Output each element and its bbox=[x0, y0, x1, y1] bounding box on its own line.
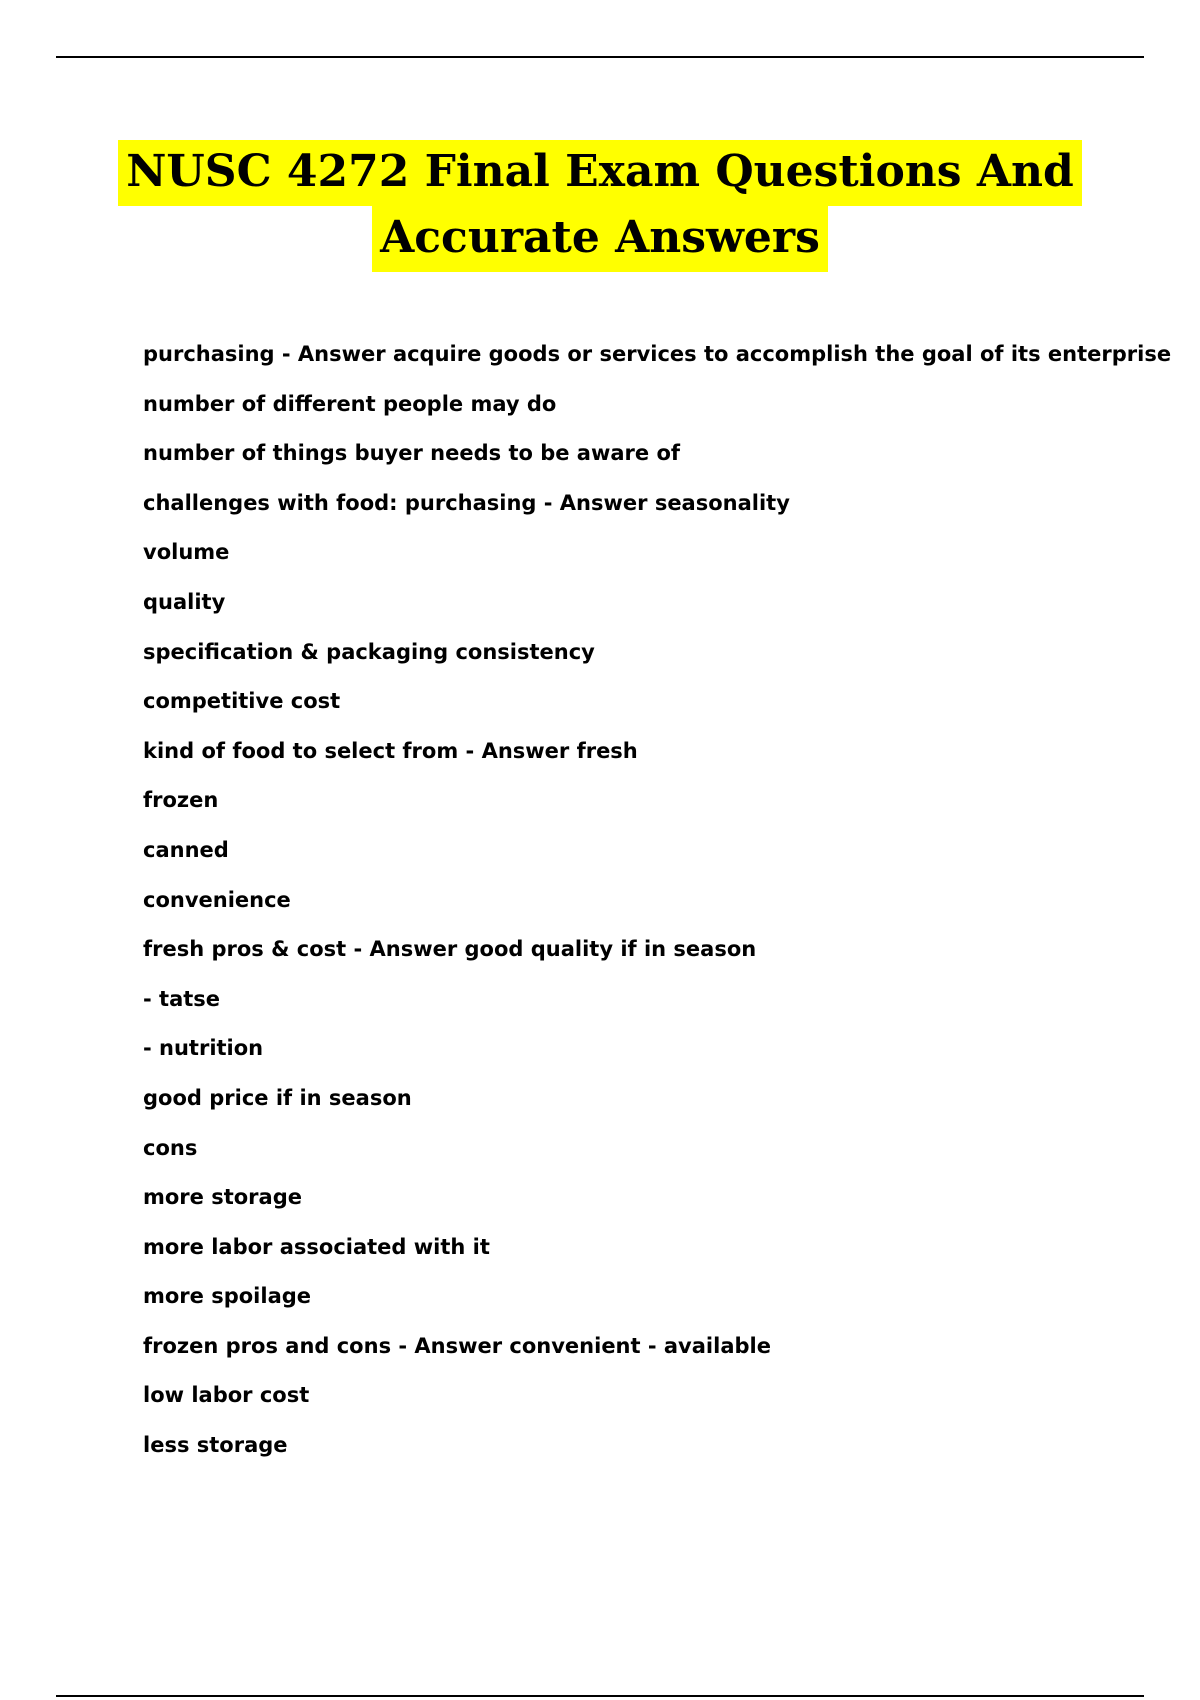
text-line: more labor associated with it bbox=[143, 1234, 490, 1259]
title-line-1: NUSC 4272 Final Exam Questions And bbox=[118, 140, 1082, 206]
text-line: fresh pros & cost - Answer good quality if in season bbox=[143, 937, 757, 962]
text-line: challenges with food: purchasing - Answer seasonality bbox=[143, 490, 790, 515]
text-line: volume bbox=[143, 540, 230, 565]
text-line: purchasing - Answer acquire goods or services to accomplish the goal of its enterprise bbox=[143, 342, 1172, 366]
text-line: - nutrition bbox=[143, 1036, 264, 1061]
text-line: specification & packaging consistency bbox=[143, 639, 595, 664]
bottom-rule bbox=[56, 1695, 1144, 1697]
text-line: cons bbox=[143, 1135, 198, 1160]
text-line: kind of food to select from - Answer fresh bbox=[143, 738, 638, 763]
text-line: good price if in season bbox=[143, 1085, 412, 1110]
text-line: convenience bbox=[143, 887, 291, 912]
text-line: number of things buyer needs to be aware of bbox=[143, 441, 681, 466]
text-line: less storage bbox=[143, 1433, 288, 1458]
text-line: frozen pros and cons - Answer convenient - available bbox=[143, 1333, 771, 1358]
text-line: - tatse bbox=[143, 986, 221, 1011]
text-line: canned bbox=[143, 837, 229, 862]
text-line: number of different people may do bbox=[143, 391, 557, 416]
text-line: frozen bbox=[143, 788, 219, 813]
text-line: more storage bbox=[143, 1185, 302, 1210]
text-line: low labor cost bbox=[143, 1383, 310, 1408]
text-line: more spoilage bbox=[143, 1284, 312, 1309]
text-line: competitive cost bbox=[143, 689, 341, 714]
document-title bbox=[100, 140, 1100, 272]
title-line-2: Accurate Answers bbox=[372, 206, 828, 272]
text-line: quality bbox=[143, 589, 226, 614]
document-body bbox=[143, 334, 1172, 1475]
top-rule bbox=[56, 56, 1144, 58]
